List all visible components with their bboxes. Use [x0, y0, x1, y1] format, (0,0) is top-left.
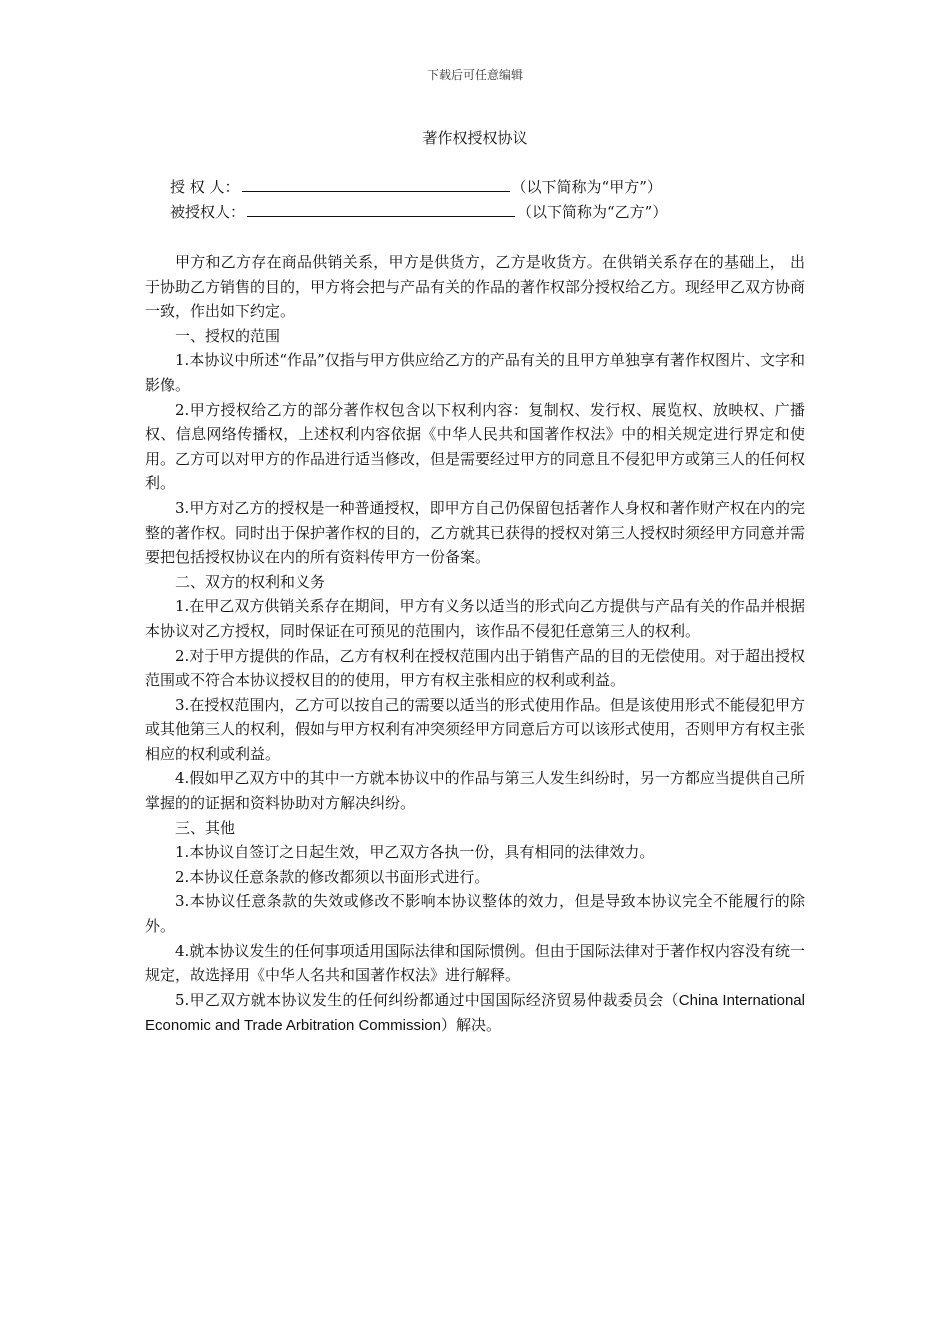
other-clause-3: 3.本协议任意条款的失效或修改不影响本协议整体的效力，但是导致本协议完全不能履行的除外。 — [145, 892, 805, 936]
rights-clause-1: 1.在甲乙双方供销关系存在期间，甲方有义务以适当的形式向乙方提供与产品有关的作品并根据本协议对乙方授权，同时保证在可预见的范围内，该作品不侵犯任意第三人的权利。 — [145, 597, 805, 640]
party-b-blank — [247, 201, 515, 217]
other-clause-5 — [145, 988, 805, 1039]
document-title: 著作权授权协议 — [422, 129, 528, 147]
party-b-line — [170, 201, 667, 222]
arbitration-commission-name: China International Economic and Trade Arbitration Commission — [145, 991, 805, 1035]
section-heading-rights: 二、双方的权利和义务 — [175, 572, 326, 591]
final-clause-prefix: 5.甲乙双方就本协议发生的任何纠纷都通过中国国际经济贸易仲裁委员会（ — [175, 990, 679, 1009]
rights-clause-4: 4.假如甲乙双方中的其中一方就本协议中的作品与第三人发生纠纷时，另一方都应当提供自己所掌握的的证据和资料协助对方解决纠纷。 — [145, 769, 805, 813]
header-note: 下载后可任意编辑 — [426, 68, 523, 82]
section-heading-other: 三、其他 — [175, 818, 236, 837]
party-a-blank — [242, 176, 510, 192]
party-a-label: 授 权 人： — [170, 178, 240, 196]
other-clause-1: 1.本协议自签订之日起生效，甲乙双方各执一份，具有相同的法律效力。 — [175, 843, 655, 862]
party-b-label: 被授权人： — [170, 203, 246, 221]
other-clause-4: 4.就本协议发生的任何事项适用国际法律和国际惯例。但由于国际法律对于著作权内容没有统一规定，故选择用《中华人名共和国著作权法》进行解释。 — [145, 941, 805, 985]
party-a-suffix: （以下简称为“甲方”） — [511, 178, 662, 196]
scope-clause-3: 3.甲方对乙方的授权是一种普通授权，即甲方自己仍保留包括著作人身权和著作财产权在内的完整的著作权。同时出于保护著作权的目的，乙方就其已获得的授权对第三人授权时须经甲方同意并需要把包括授权协议在内的所有资料传甲方一份备案。 — [145, 498, 806, 567]
party-b-suffix: （以下简称为“乙方”） — [517, 203, 668, 221]
intro-paragraph: 甲方和乙方存在商品供销关系，甲方是供货方，乙方是收货方。在供销关系存在的基础上， 出于协助乙方销售的目的，甲方将会把与产品有关的作品的著作权部分授权给乙方。现经甲乙双方协商一致，作出如下约定。 — [145, 253, 806, 321]
scope-clause-2: 2.甲方授权给乙方的部分著作权包含以下权利内容：复制权、发行权、展览权、放映权、广播权、信息网络传播权，上述权利内容依据《中华人民共和国著作权法》中的相关规定进行界定和使用。乙方可以对甲方的作品进行适当修改，但是需要经过甲方的同意且不侵犯甲方或第三人的任何权利。 — [145, 400, 806, 493]
rights-clause-2: 2.对于甲方提供的作品，乙方有权利在授权范围内出于销售产品的目的无偿使用。对于超出授权范围或不符合本协议授权目的的使用，甲方有权主张相应的权利或利益。 — [145, 646, 805, 690]
final-clause-suffix: ）解决。 — [440, 1016, 501, 1035]
rights-clause-3: 3.在授权范围内，乙方可以按自己的需要以适当的形式使用作品。但是该使用形式不能侵犯甲方或其他第三人的权利，假如与甲方权利有冲突须经甲方同意后方可以该形式使用，否则甲方有权主张相应的权利或利益。 — [145, 695, 806, 763]
section-heading-scope: 一、授权的范围 — [175, 326, 281, 345]
other-clause-2: 2.本协议任意条款的修改都须以书面形式进行。 — [175, 867, 490, 886]
scope-clause-1: 1.本协议中所述“作品”仅指与甲方供应给乙方的产品有关的且甲方单独享有著作权图片、文字和影像。 — [145, 351, 805, 394]
agreement-body — [145, 250, 805, 1039]
party-a-line — [170, 176, 662, 197]
